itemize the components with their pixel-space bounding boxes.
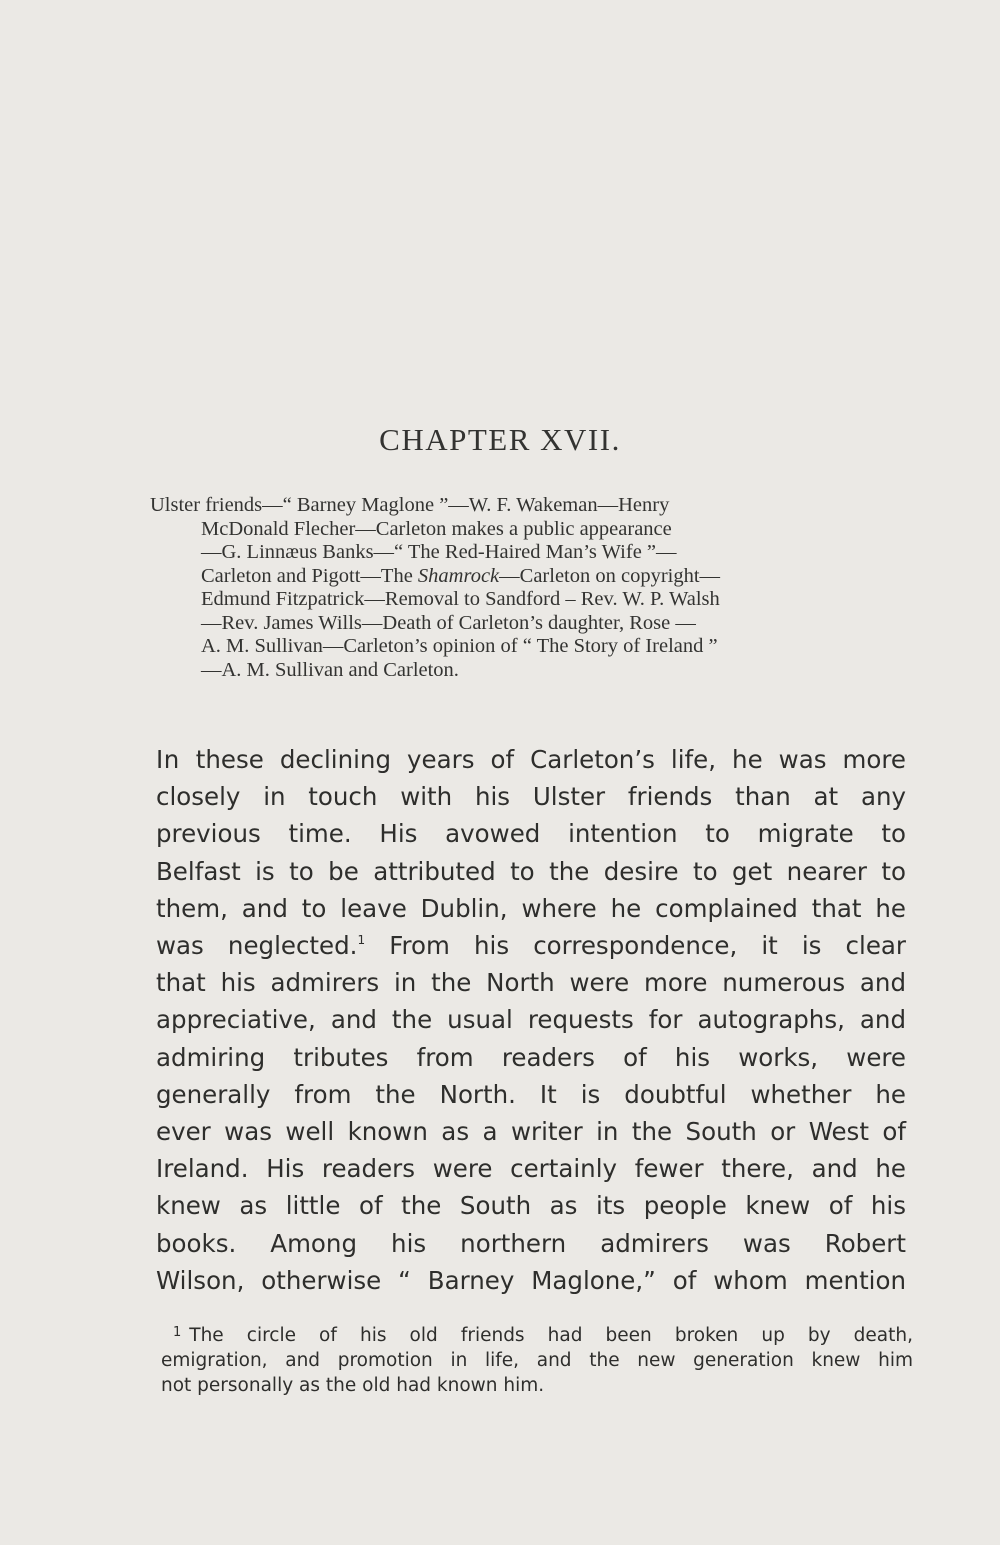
body-line — [156, 741, 906, 778]
footnote-line: emigration, and promotion in life, and the new generation knew him — [161, 1350, 913, 1371]
footnote — [161, 1320, 913, 1398]
synopsis-line: A. M. Sullivan—Carleton’s opinion of “ The Story of Ireland ” — [201, 635, 718, 657]
footnote-reference: 1 — [357, 933, 366, 948]
synopsis-line: McDonald Flecher—Carleton makes a public appearance — [201, 517, 672, 540]
synopsis-line: —A. M. Sullivan and Carleton. — [201, 658, 459, 681]
body-paragraph — [156, 741, 906, 1299]
lead-word: In — [156, 745, 180, 774]
body-line: ever was well known as a writer in the South or West of — [156, 1117, 906, 1147]
footnote-line — [161, 1320, 913, 1348]
body-line: Ireland. His readers were certainly fewer there, and he — [156, 1154, 906, 1184]
chapter-synopsis — [150, 494, 910, 682]
synopsis-text: —Carleton on copyright— — [499, 564, 721, 587]
body-line: admiring tributes from readers of his works, were — [156, 1042, 906, 1072]
synopsis-text: Carleton and Pigott—The — [201, 564, 418, 587]
footnote-text: The circle of his old friends had been broken up by death, — [189, 1325, 913, 1346]
synopsis-line: —Rev. James Wills—Death of Carleton’s daughter, Rose — — [201, 611, 696, 634]
body-line: books. Among his northern admirers was Robert — [156, 1228, 906, 1258]
body-line-text: was neglected. — [156, 931, 358, 961]
body-line-text: these declining years of Carleton’s life, he was more — [179, 745, 906, 774]
synopsis-line — [150, 565, 910, 589]
body-line: appreciative, and the usual requests for autographs, and — [156, 1005, 906, 1035]
synopsis-line: —G. Linnæus Banks—“ The Red-Haired Man’s Wife ”— — [201, 541, 677, 563]
periodical-title: Shamrock — [417, 564, 500, 587]
body-line-text: From his correspondence, it is clear — [365, 931, 906, 961]
synopsis-line: Edmund Fitzpatrick—Removal to Sandford – Rev. W. P. Walsh — [201, 588, 720, 610]
synopsis-line: Ulster friends—“ Barney Maglone ”—W. F. Wakeman—Henry — [150, 494, 670, 516]
footnote-line: not personally as the old had known him. — [161, 1375, 545, 1396]
body-line: Wilson, otherwise “ Barney Maglone,” of whom mention — [156, 1265, 906, 1295]
body-line — [156, 927, 906, 964]
body-line: that his admirers in the North were more numerous and — [156, 968, 906, 998]
body-line: knew as little of the South as its people knew of his — [156, 1191, 906, 1221]
chapter-title: CHAPTER XVII. — [379, 422, 621, 457]
body-line: previous time. His avowed intention to migrate to — [156, 819, 906, 849]
body-line: Belfast is to be attributed to the desire to get nearer to — [156, 856, 906, 886]
body-line: generally from the North. It is doubtful whether he — [156, 1079, 906, 1109]
footnote-mark: 1 — [173, 1325, 182, 1340]
body-line: closely in touch with his Ulster friends than at any — [156, 782, 906, 812]
body-line: them, and to leave Dublin, where he complained that he — [156, 893, 906, 923]
